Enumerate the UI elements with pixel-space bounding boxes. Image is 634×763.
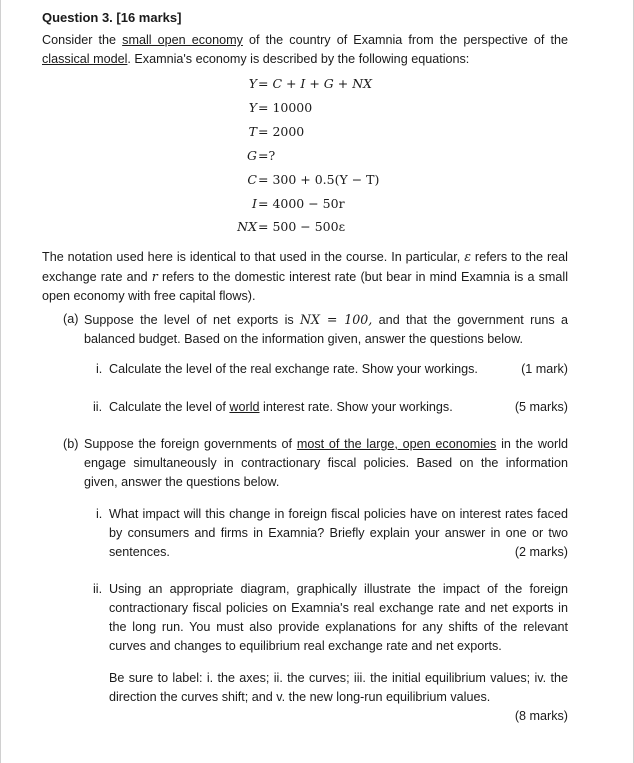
part-a-i-label: i. — [96, 362, 103, 376]
equation-rhs: =? — [258, 148, 276, 163]
equation-row — [0, 172, 634, 192]
equation-row — [0, 219, 634, 239]
intro-text: Consider the — [42, 33, 123, 47]
equation-row — [0, 148, 634, 168]
part-b-text: in the world engage simultaneously in contractionary fiscal policies. Based on the information given, answer the questions below. — [84, 437, 569, 489]
part-a-math: NX = 100, — [300, 312, 373, 327]
part-a-label: (a) — [63, 312, 79, 326]
equation-rhs: = 2000 — [258, 124, 305, 139]
part-b-ii-label: ii. — [93, 582, 103, 596]
symbol-epsilon: ε — [464, 249, 471, 264]
equation-rhs: = 4000 − 50r — [258, 196, 345, 211]
part-b-ii-text: Using an appropriate diagram, graphically illustrate the impact of the foreign contractionary fiscal policies on Examnia's real exchange rate and net exports in the long run. You must also provide explanations for any shifts of the relevant curves and changes to equilibrium real exchange rate and net exports. — [109, 582, 568, 653]
term-large-open-economies: most of the large, open economies — [296, 437, 497, 451]
equation-rhs: = 500 − 500ε — [258, 219, 346, 234]
part-a-ii-text — [109, 398, 489, 417]
part-a-ii-label: ii. — [93, 400, 103, 414]
equation-rhs: = C + I + G + NX — [258, 76, 373, 91]
equation-lhs: NX — [237, 219, 257, 234]
notation-text: refers to the domestic interest rate (but bear in mind Examnia is a small open economy with free capital flows). — [42, 270, 568, 303]
term-small-open-economy: small open economy — [122, 33, 243, 47]
term-world: world — [229, 400, 260, 414]
equation-rhs: = 300 + 0.5(Y − T) — [258, 172, 380, 187]
part-b-prompt — [84, 435, 568, 492]
part-a-i-text: Calculate the level of the real exchange rate. Show your workings. — [109, 362, 478, 376]
equation-lhs: Y — [248, 100, 257, 115]
part-b-i-marks: (2 marks) — [514, 545, 568, 559]
equation-lhs: Y — [248, 76, 257, 91]
term-classical-model: classical model — [42, 52, 128, 66]
intro-paragraph — [42, 31, 568, 69]
equation-row — [0, 76, 634, 96]
part-a-ii-text-pre: Calculate the level of — [109, 400, 230, 414]
equation-row — [0, 100, 634, 120]
equation-row — [0, 196, 634, 216]
part-a-ii-text-post: interest rate. Show your workings. — [259, 400, 453, 414]
question-title: Question 3. [16 marks] — [42, 10, 182, 25]
part-b-label: (b) — [63, 437, 79, 451]
equation-lhs: G — [247, 148, 257, 163]
notation-text: The notation used here is identical to that used in the course. In particular, — [42, 250, 465, 264]
part-a-text: and that the government runs a balanced budget. Based on the information given, answer the questions below. — [84, 313, 568, 346]
part-b-i-text: What impact will this change in foreign fiscal policies have on interest rates faced by consumers and firms in Examnia? Briefly explain your answer in one or two sentences. — [109, 507, 568, 559]
equation-row — [0, 124, 634, 144]
notation-text: refers to the real exchange rate and — [42, 250, 568, 284]
symbol-r: r — [151, 269, 158, 284]
equation-lhs: T — [248, 124, 257, 139]
part-a-ii-marks: (5 marks) — [514, 400, 568, 414]
part-b-i-label: i. — [96, 507, 103, 521]
equation-lhs: I — [252, 196, 257, 211]
equation-lhs: C — [247, 172, 257, 187]
intro-text: of the country of Examnia from the perspective of the — [242, 33, 569, 47]
part-a-i-marks: (1 mark) — [521, 362, 568, 376]
part-a-prompt — [84, 310, 568, 349]
intro-text: . Examnia's economy is described by the following equations: — [127, 52, 470, 66]
part-a-text: Suppose the level of net exports is — [84, 313, 301, 327]
part-b-text: Suppose the foreign governments of — [84, 437, 297, 451]
notation-paragraph — [42, 247, 568, 306]
part-b-ii-marks: (8 marks) — [514, 709, 568, 723]
equation-rhs: = 10000 — [258, 100, 313, 115]
part-b-ii-labels-instruction: Be sure to label: i. the axes; ii. the curves; iii. the initial equilibrium values; iv. the direction the curves shift; and v. the new long-run equilibrium values. — [109, 671, 568, 704]
